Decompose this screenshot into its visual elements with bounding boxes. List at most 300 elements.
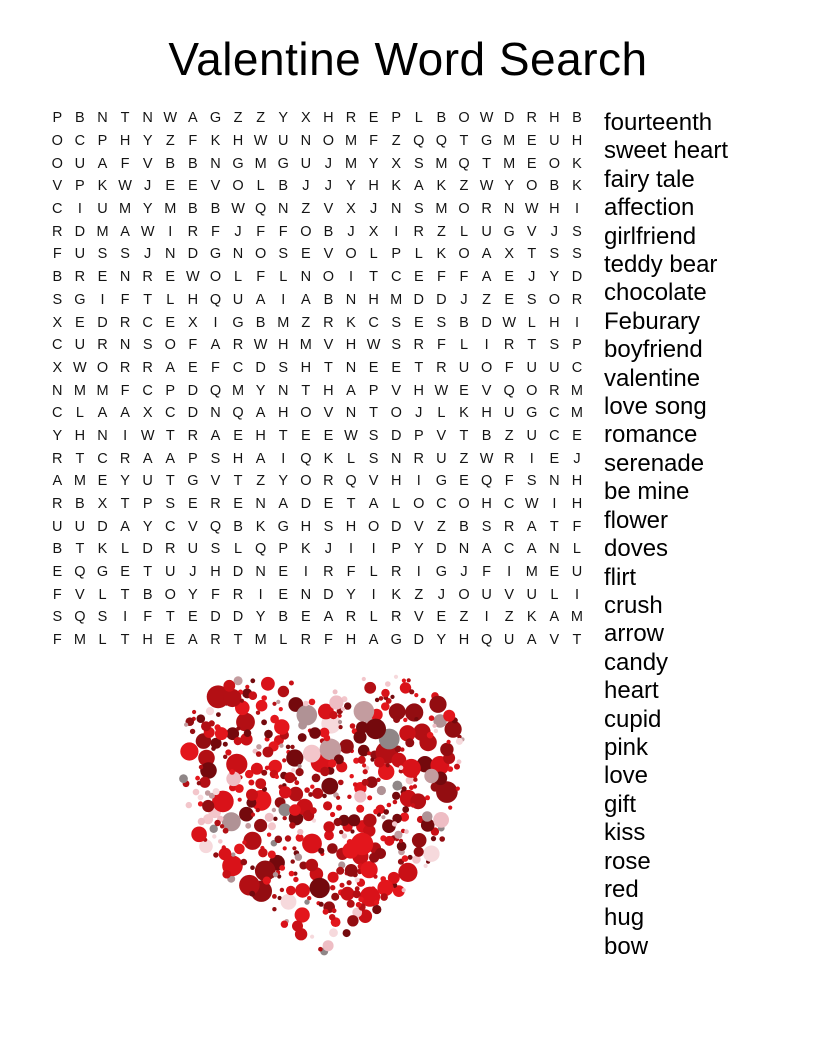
- grid-cell: D: [187, 382, 199, 399]
- grid-cell: V: [436, 427, 447, 444]
- heart-dot: [329, 914, 335, 920]
- grid-cell: O: [322, 269, 335, 286]
- grid-cell: M: [570, 609, 583, 626]
- word-list-item: crush: [604, 591, 663, 619]
- heart-dot: [303, 745, 321, 763]
- heart-dot: [240, 699, 244, 703]
- grid-cell: R: [413, 450, 425, 467]
- grid-cell: C: [165, 405, 176, 422]
- grid-cell: E: [165, 632, 176, 649]
- grid-cell: G: [209, 246, 222, 263]
- heart-dot: [193, 789, 200, 796]
- grid-cell: D: [503, 110, 515, 127]
- grid-cell: Y: [346, 178, 356, 195]
- grid-cell: N: [458, 541, 470, 558]
- heart-dot: [319, 902, 324, 907]
- grid-cell: S: [413, 201, 424, 218]
- grid-cell: Z: [233, 110, 243, 127]
- grid-cell: L: [121, 541, 130, 558]
- heart-dot: [339, 739, 353, 753]
- grid-cell: Y: [142, 201, 153, 218]
- grid-cell: R: [503, 337, 515, 354]
- heart-dot: [275, 775, 279, 779]
- heart-dot: [370, 758, 374, 762]
- heart-dot: [234, 844, 245, 855]
- grid-cell: Y: [188, 586, 198, 603]
- grid-cell: E: [188, 359, 198, 376]
- grid-cell: A: [549, 609, 560, 626]
- grid-cell: C: [52, 405, 63, 422]
- word-list-item: kiss: [604, 819, 646, 847]
- grid-cell: H: [571, 133, 583, 150]
- grid-cell: Q: [435, 133, 448, 150]
- grid-cell: N: [210, 405, 221, 422]
- grid-cell: S: [142, 337, 153, 354]
- grid-cell: T: [143, 564, 153, 581]
- grid-cell: E: [413, 269, 424, 286]
- grid-cell: J: [460, 564, 468, 581]
- heart-dot: [278, 686, 289, 697]
- grid-cell: W: [524, 201, 539, 218]
- grid-cell: J: [550, 223, 558, 240]
- heart-dot: [348, 814, 360, 826]
- grid-cell: R: [436, 359, 447, 376]
- grid-cell: O: [413, 496, 425, 513]
- grid-cell: N: [277, 201, 289, 218]
- grid-cell: I: [281, 291, 286, 308]
- grid-cell: Z: [414, 586, 424, 603]
- grid-cell: F: [211, 586, 220, 603]
- grid-cell: U: [526, 359, 537, 376]
- grid-cell: I: [123, 609, 128, 626]
- word-list-item: love song: [604, 393, 707, 421]
- heart-dot: [289, 804, 301, 816]
- word-list-item: gift: [604, 790, 637, 818]
- grid-cell: A: [188, 632, 198, 649]
- grid-cell: C: [165, 518, 176, 535]
- grid-cell: A: [97, 155, 108, 172]
- heart-dot: [274, 719, 289, 734]
- word-list-item: be mine: [604, 478, 690, 506]
- grid-cell: U: [74, 337, 86, 354]
- heart-dot: [448, 806, 452, 810]
- grid-cell: U: [549, 133, 560, 150]
- heart-dot: [272, 702, 276, 706]
- heart-dot: [374, 757, 385, 768]
- grid-cell: F: [211, 223, 220, 240]
- heart-dot: [238, 798, 242, 802]
- heart-dot: [371, 886, 376, 891]
- grid-cell: T: [143, 291, 153, 308]
- grid-cell: F: [256, 223, 266, 240]
- grid-cell: N: [232, 246, 244, 263]
- grid-cell: V: [413, 609, 424, 626]
- heart-dot: [409, 785, 414, 790]
- grid-cell: U: [74, 246, 86, 263]
- grid-cell: R: [52, 223, 63, 240]
- grid-cell: S: [97, 609, 108, 626]
- grid-cell: H: [323, 382, 334, 399]
- grid-cell: N: [345, 405, 357, 422]
- heart-dot: [385, 681, 391, 687]
- word-list-item: love: [604, 762, 649, 790]
- grid-cell: A: [278, 496, 289, 513]
- grid-cell: N: [300, 133, 312, 150]
- heart-dot: [255, 778, 266, 789]
- grid-cell: U: [481, 586, 492, 603]
- heart-dot: [405, 703, 423, 721]
- heart-dot: [404, 829, 409, 834]
- heart-dot: [448, 766, 454, 772]
- grid-cell: E: [165, 314, 176, 331]
- heart-dot: [365, 719, 386, 740]
- heart-dot: [367, 751, 371, 755]
- grid-cell: N: [255, 564, 266, 581]
- heart-dots-svg: [169, 660, 475, 966]
- heart-dot: [289, 822, 295, 828]
- grid-cell: V: [323, 337, 334, 354]
- grid-cell: S: [52, 609, 63, 626]
- grid-cell: Z: [256, 110, 266, 127]
- heart-dot: [192, 710, 196, 714]
- grid-cell: U: [74, 518, 86, 535]
- grid-cell: O: [548, 291, 560, 308]
- grid-cell: E: [188, 178, 198, 195]
- grid-cell: Z: [256, 473, 266, 490]
- grid-cell: I: [349, 541, 354, 558]
- grid-cell: M: [164, 201, 177, 218]
- grid-cell: K: [300, 541, 311, 558]
- heart-dot: [367, 795, 372, 800]
- grid-cell: S: [97, 246, 108, 263]
- grid-cell: E: [504, 269, 514, 286]
- grid-cell: V: [210, 178, 221, 195]
- heart-dot: [402, 759, 421, 778]
- grid-cell: R: [481, 201, 492, 218]
- grid-cell: H: [571, 496, 583, 513]
- heart-dot: [369, 853, 379, 863]
- grid-cell: O: [51, 133, 63, 150]
- grid-cell: T: [414, 359, 424, 376]
- heart-dot: [405, 738, 414, 747]
- grid-cell: A: [481, 246, 492, 263]
- grid-cell: A: [120, 518, 130, 535]
- grid-cell: N: [549, 473, 560, 490]
- grid-cell: I: [100, 291, 105, 308]
- grid-cell: T: [301, 382, 311, 399]
- grid-cell: E: [391, 359, 402, 376]
- grid-cell: N: [345, 359, 357, 376]
- heart-dot: [251, 813, 255, 817]
- grid-cell: F: [188, 337, 198, 354]
- grid-cell: L: [346, 450, 356, 467]
- grid-cell: H: [119, 133, 131, 150]
- grid-cell: J: [324, 155, 333, 172]
- heart-dot: [304, 899, 309, 904]
- heart-dot: [408, 855, 413, 860]
- word-list-item: Feburary: [604, 307, 701, 335]
- grid-cell: M: [96, 223, 109, 240]
- grid-cell: O: [526, 382, 538, 399]
- grid-cell: P: [368, 382, 379, 399]
- grid-cell: B: [323, 291, 334, 308]
- grid-cell: U: [503, 405, 515, 422]
- grid-cell: S: [120, 246, 130, 263]
- grid-cell: C: [436, 496, 447, 513]
- grid-cell: X: [391, 155, 402, 172]
- grid-cell: T: [233, 473, 243, 490]
- heart-dot: [256, 700, 268, 712]
- grid-cell: G: [480, 133, 493, 150]
- grid-cell: D: [232, 609, 244, 626]
- grid-cell: L: [279, 269, 288, 286]
- heart-dot: [231, 852, 235, 856]
- grid-cell: W: [231, 201, 245, 218]
- heart-dot: [343, 929, 351, 937]
- grid-cell: S: [436, 314, 447, 331]
- grid-cell: F: [120, 155, 130, 172]
- heart-dot: [198, 818, 205, 825]
- heart-dot: [229, 769, 235, 775]
- heart-dot: [298, 764, 302, 768]
- grid-cell: L: [392, 496, 401, 513]
- heart-dot: [219, 848, 232, 861]
- heart-dot: [362, 677, 366, 681]
- grid-cell: I: [168, 223, 173, 240]
- grid-cell: D: [300, 496, 312, 513]
- grid-cell: U: [481, 223, 492, 240]
- word-list-item: girlfriend: [604, 222, 697, 250]
- heart-dot: [312, 774, 321, 783]
- grid-cell: H: [300, 359, 312, 376]
- grid-cell: O: [480, 359, 493, 376]
- heart-dot: [191, 827, 207, 843]
- grid-cell: W: [118, 178, 132, 195]
- grid-cell: S: [323, 518, 334, 535]
- heart-dot: [336, 796, 340, 800]
- grid-cell: P: [391, 541, 402, 558]
- heart-dot: [351, 833, 373, 855]
- grid-cell: H: [368, 291, 379, 308]
- grid-cell: T: [527, 246, 537, 263]
- heart-dot: [223, 680, 235, 692]
- grid-cell: R: [413, 337, 425, 354]
- grid-cell: D: [210, 609, 221, 626]
- grid-cell: R: [142, 269, 153, 286]
- grid-cell: G: [232, 314, 244, 331]
- grid-cell: F: [52, 632, 62, 649]
- grid-cell: Q: [458, 155, 470, 172]
- grid-cell: Q: [300, 450, 312, 467]
- heart-dot: [328, 759, 336, 767]
- grid-cell: E: [300, 427, 311, 444]
- grid-cell: Z: [436, 223, 446, 240]
- heart-dot: [347, 915, 358, 926]
- grid-cell: T: [120, 586, 130, 603]
- grid-cell: L: [369, 564, 378, 581]
- grid-cell: B: [436, 110, 447, 127]
- grid-cell: J: [415, 405, 423, 422]
- heart-dot: [345, 864, 358, 877]
- heart-dot: [304, 787, 310, 793]
- heart-dot: [272, 894, 277, 899]
- grid-cell: E: [526, 155, 537, 172]
- word-list-item: boyfriend: [604, 336, 703, 364]
- grid-cell: W: [479, 110, 494, 127]
- grid-cell: S: [368, 427, 379, 444]
- grid-cell: G: [435, 473, 448, 490]
- grid-cell: N: [255, 496, 266, 513]
- grid-cell: M: [525, 564, 538, 581]
- grid-cell: A: [368, 496, 379, 513]
- grid-cell: T: [323, 359, 333, 376]
- grid-cell: H: [571, 473, 583, 490]
- grid-cell: U: [300, 155, 312, 172]
- grid-cell: J: [369, 201, 378, 218]
- grid-cell: K: [572, 155, 582, 172]
- grid-cell: S: [391, 314, 402, 331]
- heart-dot: [273, 817, 277, 821]
- page-title: Valentine Word Search: [168, 33, 648, 85]
- grid-cell: G: [187, 473, 199, 490]
- grid-cell: F: [572, 518, 582, 535]
- grid-cell: V: [210, 473, 221, 490]
- grid-cell: S: [52, 291, 63, 308]
- heart-dot: [261, 719, 267, 725]
- grid-cell: O: [458, 110, 470, 127]
- heart-dot: [454, 764, 460, 770]
- heart-dot: [212, 834, 216, 838]
- heart-dot: [290, 745, 294, 749]
- heart-dot: [256, 711, 260, 715]
- heart-dot: [384, 836, 394, 846]
- grid-cell: F: [369, 133, 379, 150]
- grid-cell: Y: [436, 632, 447, 649]
- grid-cell: V: [323, 201, 334, 218]
- grid-cell: S: [210, 541, 221, 558]
- grid-cell: M: [435, 155, 448, 172]
- word-list-item: hug: [604, 904, 645, 932]
- grid-cell: M: [254, 155, 267, 172]
- heart-dot: [393, 716, 400, 723]
- heart-dot: [223, 742, 228, 747]
- heart-dot: [218, 839, 223, 844]
- grid-cell: R: [165, 541, 176, 558]
- grid-cell: M: [73, 382, 86, 399]
- word-list-item: red: [604, 875, 639, 903]
- grid-cell: U: [165, 564, 176, 581]
- grid-cell: R: [345, 110, 357, 127]
- grid-cell: M: [503, 155, 516, 172]
- grid-cell: I: [349, 269, 354, 286]
- heart-dot: [179, 774, 188, 783]
- grid-cell: F: [256, 269, 266, 286]
- grid-cell: L: [414, 110, 423, 127]
- grid-cell: T: [459, 133, 469, 150]
- word-list-item: pink: [604, 733, 649, 761]
- grid-cell: I: [371, 541, 376, 558]
- grid-cell: E: [549, 450, 560, 467]
- heart-dot: [409, 689, 414, 694]
- grid-cell: Q: [480, 632, 493, 649]
- grid-cell: Y: [142, 518, 153, 535]
- grid-cell: R: [232, 586, 244, 603]
- grid-cell: S: [526, 291, 537, 308]
- grid-cell: C: [503, 496, 515, 513]
- grid-cell: C: [142, 314, 153, 331]
- heart-dot: [254, 819, 267, 832]
- grid-cell: H: [232, 133, 244, 150]
- heart-dot: [363, 814, 376, 827]
- grid-cell: D: [390, 518, 402, 535]
- grid-cell: L: [550, 586, 559, 603]
- grid-cell: F: [436, 269, 446, 286]
- heart-dot: [282, 758, 286, 762]
- grid-cell: E: [75, 314, 85, 331]
- grid-cell: A: [526, 518, 537, 535]
- grid-cell: E: [97, 269, 108, 286]
- heart-dot: [420, 698, 426, 704]
- grid-cell: D: [187, 405, 199, 422]
- grid-cell: K: [97, 541, 108, 558]
- grid-cell: Q: [209, 382, 222, 399]
- grid-cell: N: [119, 337, 131, 354]
- grid-cell: E: [368, 110, 379, 127]
- heart-dot: [402, 855, 409, 862]
- heart-dot: [398, 863, 417, 882]
- grid-cell: W: [253, 133, 268, 150]
- grid-cell: A: [120, 405, 130, 422]
- word-list-item: cupid: [604, 705, 662, 733]
- grid-cell: H: [345, 518, 357, 535]
- grid-cell: E: [459, 473, 469, 490]
- heart-dot: [338, 720, 342, 724]
- grid-cell: M: [254, 632, 267, 649]
- grid-cell: N: [390, 450, 402, 467]
- grid-cell: E: [120, 564, 130, 581]
- heart-dot: [265, 766, 270, 771]
- heart-dot: [399, 765, 404, 770]
- heart-dot: [246, 789, 258, 801]
- heart-dot: [283, 816, 287, 820]
- grid-cell: A: [210, 337, 221, 354]
- heart-dot: [327, 843, 338, 854]
- grid-cell: J: [302, 178, 310, 195]
- heart-dot: [456, 738, 463, 745]
- grid-cell: V: [323, 246, 334, 263]
- heart-dot: [350, 723, 356, 729]
- grid-cell: H: [300, 518, 312, 535]
- grid-cell: J: [324, 541, 333, 558]
- heart-dot: [373, 809, 379, 815]
- grid-cell: K: [97, 178, 108, 195]
- heart-dot: [309, 699, 316, 706]
- grid-cell: Z: [165, 133, 175, 150]
- grid-cell: J: [437, 586, 446, 603]
- grid-cell: A: [346, 382, 356, 399]
- grid-cell: K: [255, 518, 266, 535]
- heart-dots-image: [169, 660, 475, 966]
- heart-dot: [245, 685, 249, 689]
- grid-cell: Y: [413, 541, 424, 558]
- grid-cell: M: [390, 291, 403, 308]
- heart-dot: [285, 835, 291, 841]
- grid-cell: A: [210, 427, 221, 444]
- grid-cell: H: [210, 564, 221, 581]
- grid-cell: R: [52, 450, 63, 467]
- grid-cell: D: [142, 541, 153, 558]
- grid-cell: Y: [255, 609, 266, 626]
